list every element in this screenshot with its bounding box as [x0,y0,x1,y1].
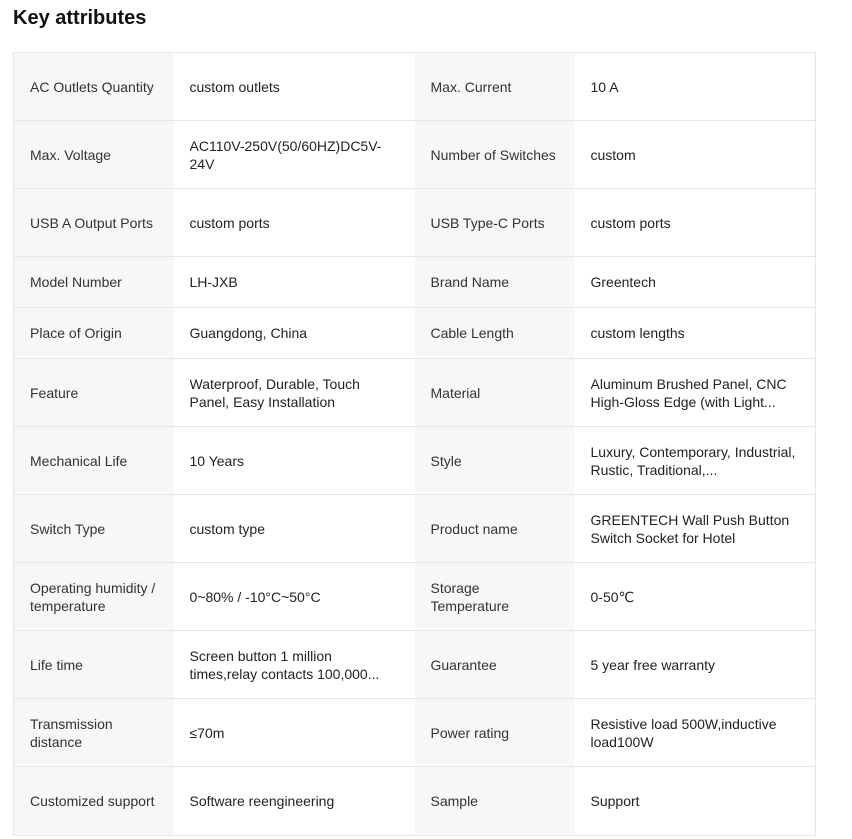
attribute-key: Operating humidity / temperature [14,563,174,631]
attribute-value: custom lengths [575,308,816,359]
attribute-value: 0~80% / -10°C~50°C [174,563,415,631]
attribute-key: Material [415,359,575,427]
attribute-key: Life time [14,631,174,699]
attribute-key: USB A Output Ports [14,189,174,257]
attribute-value: custom ports [174,189,415,257]
table-row [14,631,816,699]
attribute-key: Feature [14,359,174,427]
table-row [14,257,816,308]
attribute-value: Resistive load 500W,inductive load100W [575,699,816,767]
attribute-key: Model Number [14,257,174,308]
table-row [14,767,816,836]
attribute-value: Software reengineering [174,767,415,836]
table-row [14,53,816,121]
attribute-key: Customized support [14,767,174,836]
attribute-key: Switch Type [14,495,174,563]
table-row [14,121,816,189]
table-row [14,308,816,359]
attribute-value: 10 Years [174,427,415,495]
attribute-value: custom outlets [174,53,415,121]
attribute-key: USB Type-C Ports [415,189,575,257]
section-title: Key attributes [13,7,147,29]
attribute-value: Screen button 1 million times,relay contacts 100,000... [174,631,415,699]
attribute-value: 10 A [575,53,816,121]
attribute-key: Mechanical Life [14,427,174,495]
attribute-key: Power rating [415,699,575,767]
attribute-key: AC Outlets Quantity [14,53,174,121]
attribute-key: Number of Switches [415,121,575,189]
attribute-key: Storage Temperature [415,563,575,631]
table-row [14,359,816,427]
table-row [14,495,816,563]
attributes-table [13,52,816,836]
attribute-key: Max. Voltage [14,121,174,189]
attribute-value: Aluminum Brushed Panel, CNC High-Gloss Edge (with Light... [575,359,816,427]
attribute-value: GREENTECH Wall Push Button Switch Socket for Hotel [575,495,816,563]
attribute-value: custom ports [575,189,816,257]
attribute-value: Greentech [575,257,816,308]
table-row [14,427,816,495]
attribute-key: Product name [415,495,575,563]
attribute-value: Luxury, Contemporary, Industrial, Rustic, Traditional,... [575,427,816,495]
attribute-value: 5 year free warranty [575,631,816,699]
table-row [14,189,816,257]
attribute-key: Guarantee [415,631,575,699]
attribute-key: Cable Length [415,308,575,359]
attribute-value: 0-50℃ [575,563,816,631]
attribute-value: Waterproof, Durable, Touch Panel, Easy Installation [174,359,415,427]
attribute-key: Max. Current [415,53,575,121]
attribute-value: ≤70m [174,699,415,767]
attribute-value: custom [575,121,816,189]
attribute-key: Brand Name [415,257,575,308]
attribute-key: Transmission distance [14,699,174,767]
table-row [14,563,816,631]
attribute-value: Support [575,767,816,836]
attribute-key: Sample [415,767,575,836]
attribute-value: LH-JXB [174,257,415,308]
attribute-value: AC110V-250V(50/60HZ)DC5V-24V [174,121,415,189]
attribute-key: Style [415,427,575,495]
attribute-key: Place of Origin [14,308,174,359]
attribute-value: custom type [174,495,415,563]
attribute-value: Guangdong, China [174,308,415,359]
table-row [14,699,816,767]
